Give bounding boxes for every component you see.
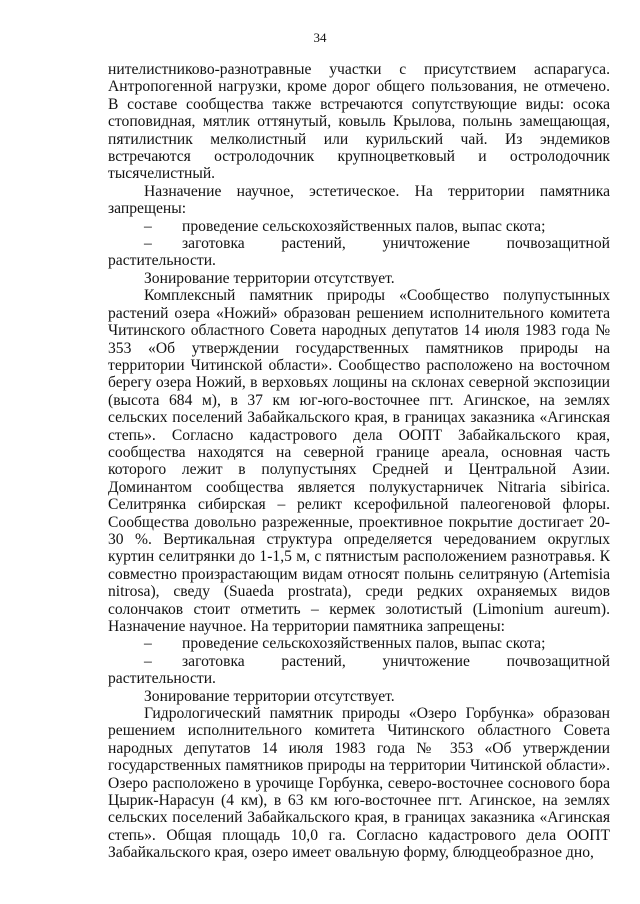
paragraph-zoning: Зонирование территории отсутствует. [144, 687, 395, 705]
paragraph-nozhiy: Комплексный памятник природы «Сообщество полупустынных растений озера «Ножий» образован решением исполнительного комитета Читинского областного Совета народных депутатов 14 июля 1983 года № 353 «Об утверждении государственных памятников природы на территории Читинской области». Сообщество расположено на восточном берегу озера Ножий, в верховьях лощины на склонах северной экспозиции (высота 684 м), в 37 км юг-юго-восточнее пгт. Агинское, на землях сельских поселений Забайкальского края, в границах заказника «Агинская степь». Согласно кадастрового дела ООПТ Забайкальского края, сообщества находятся на северной границе ареала, основная часть которого лежит в полупустынях Средней и Центральной Азии. Доминантом сообщества является полукустарничек Nitraria sibirica. Селитрянка сибирская – реликт ксерофильной палеогеновой флоры. Сообщества довольно разреженные, проективное покрытие достигает 20-30 %. Вертикальная структура определяется чередованием округлых куртин селитрянки до 1-1,5 м, с пятнистым расположением разнотравья. К совместно произрастающим видам относят полынь селитряную (Artemisia nitrosa), сведу (Suaeda prostrata), среди редких охраняемых видов солончаков стоит отметить – кермек золотистый (Limonium aureum). Назначение научное. На территории памятника запрещены: [108, 287, 610, 635]
list-item-text: проведение сельскохозяйственных палов, выпас скота; [182, 635, 546, 653]
bullet-dash: – [144, 635, 152, 653]
list-item-text: проведение сельскохозяйственных палов, выпас скота; [182, 217, 546, 235]
list-item-text: заготовка растений, уничтожение почвозащитной растительности. [108, 235, 610, 270]
list-item-text: заготовка растений, уничтожение почвозащитной растительности. [108, 652, 610, 688]
document-body [108, 61, 610, 862]
list-item [108, 653, 610, 688]
bullet-dash: – [144, 235, 152, 253]
bullet-dash: – [144, 652, 152, 670]
list-item [108, 635, 610, 652]
list-item [108, 218, 610, 235]
page-number: 34 [313, 30, 327, 45]
paragraph-zoning: Зонирование территории отсутствует. [144, 269, 395, 287]
list-item [108, 235, 610, 270]
paragraph-continuation: нителистниково-разнотравные участки с присутствием аспарагуса. Антропогенной нагрузки, кроме дорог общего пользования, не отмечено. В составе сообщества также встречаются сопутствующие виды: осока стоповидная, мятлик оттянутый, ковыль Крылова, полынь замещающая, пятилистник мелколистный или курильский чай. Из эндемиков встречаются остролодочник крупноцветковый и остролодочник тысячелистный. [108, 61, 610, 183]
bullet-dash: – [144, 217, 152, 235]
paragraph-gorbunka: Гидрологический памятник природы «Озеро Горбунка» образован решением исполнительного комитета Читинского областного Совета народных депутатов 14 июля 1983 года № 353 «Об утверждении государственных памятников природы на территории Читинской области». Озеро расположено в урочище Горбунка, северо-восточнее соснового бора Цырик-Нарасун (4 км), в 63 км юго-восточнее пгт. Агинское, на землях сельских поселений Забайкальского края, в границах заказника «Агинская степь». Общая площадь 10,0 га. Согласно кадастрового дела ООПТ Забайкальского края, озеро имеет овальную форму, блюдцеобразное дно, [108, 705, 610, 862]
paragraph-purpose: Назначение научное, эстетическое. На территории памятника запрещены: [108, 182, 610, 218]
